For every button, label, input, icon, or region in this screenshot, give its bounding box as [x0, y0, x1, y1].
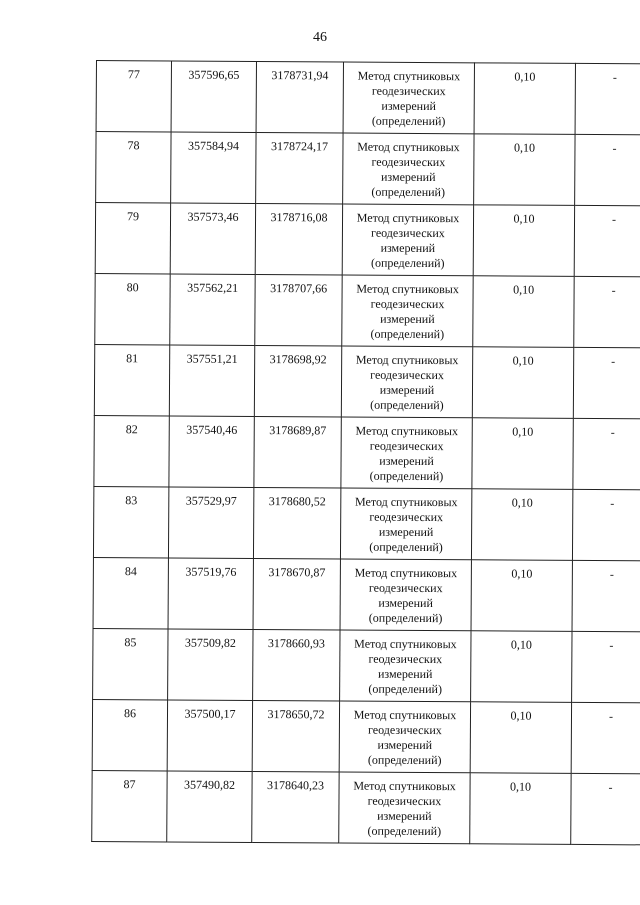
note-cell: -: [575, 63, 640, 134]
coordinates-table: [91, 60, 640, 845]
table-row: [92, 699, 640, 773]
point-number-cell: 78: [96, 132, 171, 203]
point-number-cell: 81: [94, 344, 169, 415]
x-coordinate-cell: 357596,65: [171, 61, 256, 133]
accuracy-cell: 0,10: [473, 205, 574, 277]
point-number-cell: 86: [92, 699, 167, 770]
accuracy-cell: 0,10: [473, 276, 574, 348]
method-line: геодезических: [370, 296, 445, 312]
point-number-cell: 77: [96, 61, 171, 132]
method-cell: [343, 62, 474, 134]
method-line: геодезических: [371, 154, 446, 170]
y-coordinate-cell: 3178680,52: [253, 487, 340, 559]
note-cell: -: [571, 702, 640, 773]
point-number-cell: 79: [95, 203, 170, 274]
method-line: измерений: [381, 98, 437, 114]
y-coordinate-cell: 3178698,92: [254, 345, 341, 417]
x-coordinate-cell: 357540,46: [169, 416, 254, 488]
method-line: геодезических: [368, 651, 443, 667]
method-line: измерений: [380, 311, 435, 327]
note-cell: -: [572, 631, 640, 702]
point-number-cell: 82: [94, 415, 169, 486]
method-line: (определений): [367, 823, 442, 839]
point-number-cell: 84: [93, 557, 168, 628]
table-row: [93, 628, 640, 702]
method-cell: [340, 559, 471, 631]
method-line: измерений: [378, 524, 434, 540]
method-line: Метод спутниковых: [355, 494, 458, 510]
method-line: измерений: [377, 666, 433, 682]
y-coordinate-cell: 3178670,87: [253, 558, 340, 630]
method-line: (определений): [369, 468, 444, 484]
method-line: Метод спутниковых: [356, 281, 459, 297]
accuracy-cell: 0,10: [472, 418, 573, 490]
method-line: (определений): [371, 184, 446, 200]
method-line: геодезических: [371, 83, 446, 99]
method-line: (определений): [367, 752, 442, 768]
y-coordinate-cell: 3178689,87: [254, 416, 341, 488]
x-coordinate-cell: 357573,46: [170, 203, 255, 275]
note-cell: -: [573, 347, 640, 418]
point-number-cell: 83: [93, 486, 168, 557]
x-coordinate-cell: 357490,82: [167, 771, 252, 843]
method-line: геодезических: [367, 793, 442, 809]
method-line: (определений): [368, 681, 443, 697]
method-line: измерений: [380, 240, 436, 256]
method-line: Метод спутниковых: [356, 210, 460, 226]
y-coordinate-cell: 3178716,08: [255, 203, 342, 275]
y-coordinate-cell: 3178707,66: [255, 274, 342, 346]
method-cell: [343, 133, 474, 205]
method-line: (определений): [370, 326, 445, 342]
method-cell: [342, 275, 473, 347]
table-row: [94, 415, 640, 489]
note-cell: -: [573, 418, 640, 489]
method-line: измерений: [379, 382, 435, 398]
method-line: измерений: [377, 808, 432, 824]
method-line: (определений): [370, 397, 444, 413]
table-row: [96, 61, 640, 135]
method-cell: [339, 701, 470, 773]
point-number-cell: 85: [93, 628, 168, 699]
method-line: (определений): [369, 539, 443, 555]
table-body: [92, 61, 640, 845]
x-coordinate-cell: 357529,97: [168, 487, 253, 559]
point-number-cell: 87: [92, 770, 167, 841]
accuracy-cell: 0,10: [471, 631, 572, 703]
page-number: 46: [313, 30, 327, 45]
method-line: измерений: [378, 595, 433, 611]
table-row: [93, 486, 640, 560]
method-line: измерений: [377, 737, 433, 753]
point-number-cell: 80: [95, 273, 170, 344]
note-cell: -: [571, 773, 640, 844]
table-row: [93, 557, 640, 631]
method-line: Метод спутниковых: [354, 636, 457, 652]
table-row: [95, 273, 640, 347]
method-cell: [341, 346, 472, 418]
x-coordinate-cell: 357500,17: [167, 700, 252, 772]
method-line: Метод спутниковых: [355, 423, 459, 439]
accuracy-cell: 0,10: [471, 489, 572, 561]
method-line: геодезических: [369, 438, 444, 454]
accuracy-cell: 0,10: [470, 773, 571, 845]
accuracy-cell: 0,10: [470, 702, 571, 774]
x-coordinate-cell: 357584,94: [171, 132, 256, 204]
note-cell: -: [572, 489, 640, 560]
method-cell: [340, 488, 471, 560]
method-line: геодезических: [371, 225, 445, 241]
method-line: (определений): [368, 610, 443, 626]
x-coordinate-cell: 357519,76: [168, 558, 253, 630]
method-line: геодезических: [370, 367, 444, 383]
note-cell: -: [574, 276, 640, 347]
method-cell: [342, 204, 473, 276]
note-cell: -: [575, 134, 640, 205]
y-coordinate-cell: 3178731,94: [256, 61, 343, 133]
x-coordinate-cell: 357509,82: [168, 629, 253, 701]
table-row: [94, 344, 640, 418]
note-cell: -: [574, 205, 640, 276]
method-line: Метод спутниковых: [357, 68, 461, 84]
method-cell: [339, 772, 470, 844]
method-cell: [341, 417, 472, 489]
method-line: Метод спутниковых: [357, 139, 460, 155]
accuracy-cell: 0,10: [474, 134, 575, 206]
method-line: геодезических: [367, 722, 442, 738]
y-coordinate-cell: 3178724,17: [256, 132, 343, 204]
method-line: (определений): [371, 113, 446, 129]
method-line: Метод спутниковых: [355, 352, 459, 368]
table-row: [95, 203, 640, 277]
method-line: Метод спутниковых: [353, 707, 457, 723]
method-line: измерений: [380, 169, 436, 185]
y-coordinate-cell: 3178650,72: [252, 700, 339, 772]
accuracy-cell: 0,10: [472, 347, 573, 419]
table-row: [96, 132, 640, 206]
x-coordinate-cell: 357562,21: [170, 274, 255, 346]
method-line: измерений: [379, 453, 434, 469]
x-coordinate-cell: 357551,21: [169, 345, 254, 417]
accuracy-cell: 0,10: [474, 63, 575, 135]
method-line: геодезических: [369, 509, 444, 525]
method-cell: [340, 630, 471, 702]
y-coordinate-cell: 3178660,93: [253, 629, 340, 701]
accuracy-cell: 0,10: [471, 560, 572, 632]
y-coordinate-cell: 3178640,23: [252, 771, 339, 843]
method-line: (определений): [370, 255, 445, 271]
table-row: [92, 770, 640, 844]
method-line: Метод спутниковых: [353, 778, 456, 794]
method-line: Метод спутниковых: [354, 565, 458, 581]
method-line: геодезических: [368, 580, 443, 596]
note-cell: -: [572, 560, 640, 631]
